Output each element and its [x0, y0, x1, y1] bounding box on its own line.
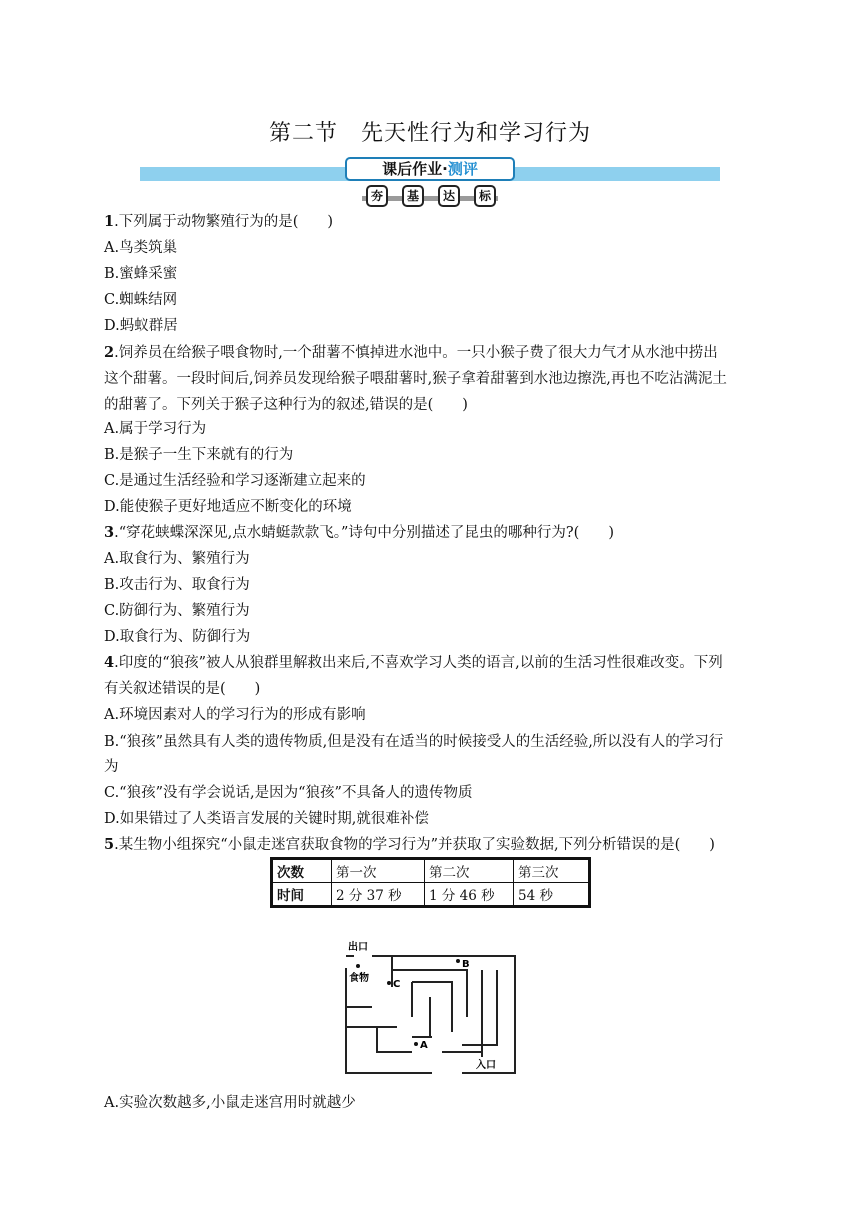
- banner-badge: [345, 157, 515, 181]
- table-cell: 第三次: [514, 859, 590, 883]
- question-3-option-d: D.取食行为、防御行为: [104, 629, 251, 645]
- question-1-option-c: C.蜘蛛结网: [104, 292, 178, 308]
- page-title: 第二节 先天性行为和学习行为: [268, 121, 591, 146]
- question-2-option-c: C.是通过生活经验和学习逐渐建立起来的: [104, 473, 366, 489]
- question-3-option-c: C.防御行为、繁殖行为: [104, 603, 250, 619]
- maze-entrance-label: 入口: [476, 1060, 496, 1071]
- table-row: [272, 883, 590, 907]
- question-5-option-a: A.实验次数越多,小鼠走迷宫用时就越少: [104, 1095, 356, 1111]
- question-5-stem: 5.某生物小组探究“小鼠走迷宫获取食物的学习行为”并获取了实验数据,下列分析错误的是( ): [104, 836, 715, 853]
- question-1-option-b: B.蜜蜂采蜜: [104, 266, 178, 282]
- question-4-stem-line-1: 4.印度的“狼孩”被人从狼群里解救出来后,不喜欢学习人类的语言,以前的生活习性很难改变。下列: [104, 654, 723, 671]
- banner-left-text: 课后作业·: [382, 160, 448, 178]
- question-1-stem: 1.下列属于动物繁殖行为的是( ): [104, 213, 334, 230]
- table-cell: 第一次: [332, 859, 425, 883]
- sub-chip-4: 标: [474, 185, 496, 207]
- table-row: [272, 859, 590, 883]
- question-4-option-b-cont: 为: [104, 759, 119, 775]
- question-2-stem-line-2: 这个甜薯。一段时间后,饲养员发现给猴子喂甜薯时,猴子拿着甜薯到水池边擦洗,再也不吃沾满泥土: [104, 371, 727, 387]
- question-2-option-d: D.能使猴子更好地适应不断变化的环境: [104, 499, 352, 515]
- question-2-stem-line-1: 2.饲养员在给猴子喂食物时,一个甜薯不慎掉进水池中。一只小猴子费了很大力气才从水池中捞出: [104, 344, 718, 361]
- maze-food-label: 食物: [349, 973, 369, 984]
- maze-walls: [346, 956, 515, 1073]
- maze-a-label: A: [420, 1040, 428, 1051]
- question-4-option-d: D.如果错过了人类语言发展的关键时期,就很难补偿: [104, 811, 429, 827]
- question-4-option-a: A.环境因素对人的学习行为的形成有影响: [104, 707, 366, 723]
- question-4-option-c: C.“狼孩”没有学会说话,是因为“狼孩”不具备人的遗传物质: [104, 785, 473, 801]
- table-cell: 时间: [272, 883, 332, 907]
- point-a-dot: [414, 1042, 418, 1046]
- point-b-dot: [456, 959, 460, 963]
- question-4-stem-line-2: 有关叙述错误的是( ): [104, 681, 261, 697]
- table-cell: 2 分 37 秒: [332, 883, 425, 907]
- maze-diagram: [342, 937, 522, 1077]
- table-cell: 54 秒: [514, 883, 590, 907]
- question-1-option-a: A.鸟类筑巢: [104, 240, 178, 256]
- sub-chip-2: 基: [402, 185, 424, 207]
- table-cell: 次数: [272, 859, 332, 883]
- maze-b-label: B: [462, 959, 470, 970]
- maze-exit-label: 出口: [348, 942, 368, 953]
- point-c-dot: [387, 981, 391, 985]
- sub-banner: [362, 185, 498, 207]
- maze-c-label: C: [393, 979, 401, 990]
- table-cell: 1 分 46 秒: [425, 883, 514, 907]
- question-2-option-b: B.是猴子一生下来就有的行为: [104, 447, 294, 463]
- question-2-stem-line-3: 的甜薯了。下列关于猴子这种行为的叙述,错误的是( ): [104, 397, 468, 413]
- sub-chip-1: 夯: [366, 185, 388, 207]
- sub-chip-3: 达: [438, 185, 460, 207]
- table-cell: 第二次: [425, 859, 514, 883]
- food-dot: [356, 964, 360, 968]
- question-1-option-d: D.蚂蚁群居: [104, 318, 178, 334]
- question-3-stem: 3.“穿花蛱蝶深深见,点水蜻蜓款款飞。”诗句中分别描述了昆虫的哪种行为?( ): [104, 524, 614, 541]
- section-banner: [140, 155, 720, 207]
- question-2-option-a: A.属于学习行为: [104, 421, 207, 437]
- banner-right-text: 测评: [447, 160, 478, 178]
- question-4-option-b: B.“狼孩”虽然具有人类的遗传物质,但是没有在适当的时候接受人的生活经验,所以没有人的学习行: [104, 734, 724, 750]
- question-3-option-b: B.攻击行为、取食行为: [104, 577, 250, 593]
- question-3-option-a: A.取食行为、繁殖行为: [104, 551, 250, 567]
- experiment-table: [270, 857, 591, 908]
